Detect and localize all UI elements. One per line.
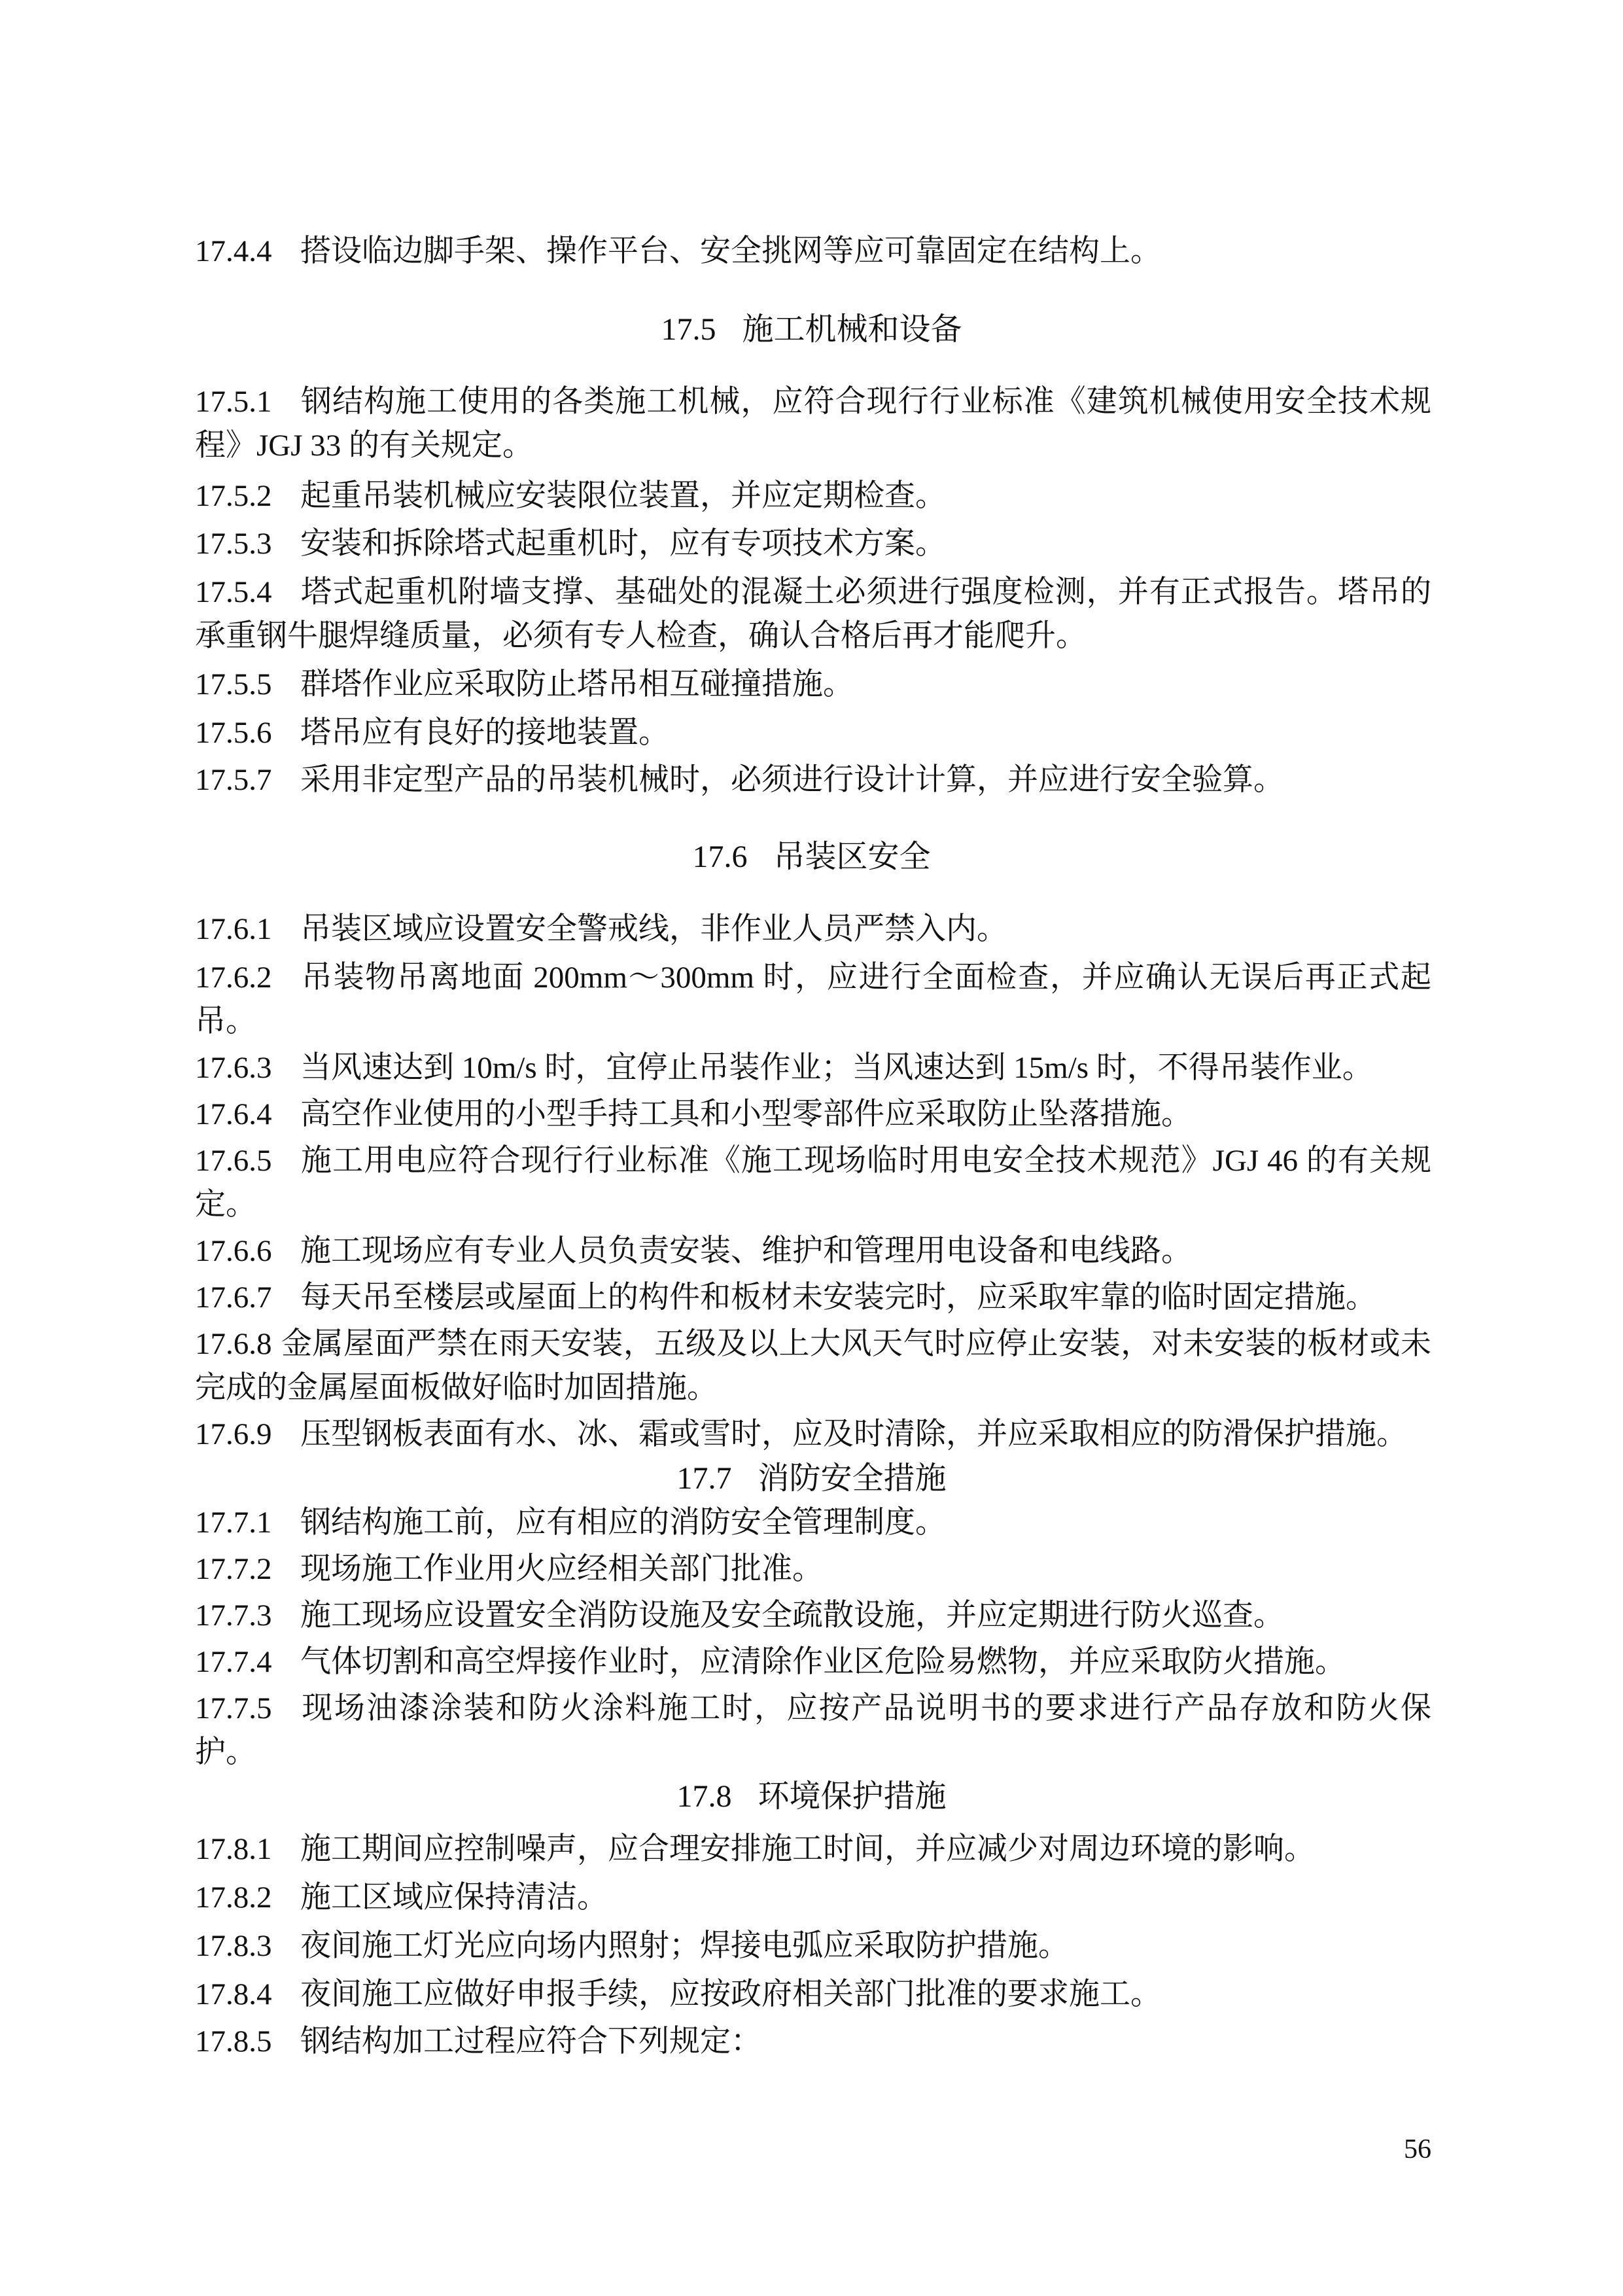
clause-number: 17.6.3 (195, 1051, 272, 1085)
page-number: 56 (1404, 2134, 1431, 2164)
clause-item (195, 1876, 1431, 1920)
clause-text: 金属屋面严禁在雨天安装，五级及以上大风天气时应停止安装，对未安装的板材或未完成的金属屋面板做好临时加固措施。 (195, 1327, 1431, 1405)
clause-number: 17.7.2 (195, 1552, 272, 1586)
clause-item (195, 1229, 1431, 1273)
clause-item (195, 1413, 1431, 1457)
clause-item (195, 758, 1431, 802)
clause-text: 当风速达到 10m/s 时，宜停止吊装作业；当风速达到 15m/s 时，不得吊装作业。 (300, 1051, 1373, 1085)
clause-number: 17.7.3 (195, 1598, 272, 1633)
clause-item (195, 1640, 1431, 1684)
clause-number: 17.7.4 (195, 1645, 272, 1679)
clause-item (195, 956, 1431, 1044)
section-title: 环境保护措施 (758, 1779, 947, 1814)
section-number: 17.5 (661, 312, 716, 347)
clause-text: 采用非定型产品的吊装机械时，必须进行设计计算，并应进行安全验算。 (300, 763, 1284, 797)
clause-number: 17.6.6 (195, 1234, 272, 1268)
clause-number: 17.6.1 (195, 912, 272, 946)
clause-number: 17.6.9 (195, 1417, 272, 1451)
clause-item (195, 522, 1431, 566)
clause-number: 17.8.5 (195, 2024, 272, 2058)
clause-text: 现场施工作业用火应经相关部门批准。 (300, 1552, 823, 1586)
clause-number: 17.5.5 (195, 667, 272, 701)
section-title: 消防安全措施 (758, 1461, 947, 1496)
section-number: 17.8 (676, 1779, 732, 1814)
clause-number: 17.4.4 (195, 234, 272, 268)
clause-number: 17.5.7 (195, 763, 272, 797)
clause-item (195, 1093, 1431, 1137)
clause-text: 压型钢板表面有水、冰、霜或雪时，应及时清除，并应采取相应的防滑保护措施。 (300, 1417, 1407, 1451)
clause-number: 17.5.6 (195, 716, 272, 750)
clause-item (195, 1828, 1431, 1871)
clause-text: 每天吊至楼层或屋面上的构件和板材未安装完时，应采取牢靠的临时固定措施。 (300, 1280, 1376, 1315)
clause-item (195, 230, 1431, 274)
clause-item (195, 1139, 1431, 1227)
clause-number: 17.5.4 (195, 575, 272, 609)
clause-item (195, 1046, 1431, 1090)
clause-text: 施工现场应有专业人员负责安装、维护和管理用电设备和电线路。 (300, 1234, 1192, 1268)
section-heading (0, 838, 1623, 877)
section-heading (0, 1777, 1623, 1816)
clause-text: 起重吊装机械应安装限位装置，并应定期检查。 (300, 479, 946, 513)
clause-number: 17.5.1 (195, 385, 272, 419)
clause-item (195, 380, 1431, 468)
clause-item (195, 1687, 1431, 1775)
clause-item (195, 1276, 1431, 1320)
clause-text: 吊装物吊离地面 200mm～300mm 时，应进行全面检查，并应确认无误后再正式起吊。 (195, 961, 1431, 1038)
section-number: 17.7 (676, 1461, 732, 1496)
clause-text: 塔式起重机附墙支撑、基础处的混凝土必须进行强度检测，并有正式报告。塔吊的承重钢牛腿焊缝质量，必须有专人检查，确认合格后再才能爬升。 (195, 575, 1431, 653)
clause-item (195, 474, 1431, 518)
clause-text: 塔吊应有良好的接地装置。 (300, 716, 669, 750)
clause-text: 吊装区域应设置安全警戒线，非作业人员严禁入内。 (300, 912, 1007, 946)
clause-item (195, 1594, 1431, 1638)
section-number: 17.6 (692, 839, 748, 874)
clause-item (195, 1973, 1431, 2017)
clause-text: 搭设临边脚手架、操作平台、安全挑网等应可靠固定在结构上。 (300, 234, 1161, 268)
clause-item (195, 1924, 1431, 1968)
clause-text: 钢结构加工过程应符合下列规定： (300, 2024, 761, 2058)
clause-item (195, 571, 1431, 658)
clause-text: 施工现场应设置安全消防设施及安全疏散设施，并应定期进行防火巡查。 (300, 1598, 1284, 1633)
clause-number: 17.8.1 (195, 1832, 272, 1866)
clause-text: 施工期间应控制噪声，应合理安排施工时间，并应减少对周边环境的影响。 (300, 1832, 1315, 1866)
clause-number: 17.8.2 (195, 1881, 272, 1915)
clause-text: 现场油漆涂装和防火涂料施工时，应按产品说明书的要求进行产品存放和防火保护。 (195, 1691, 1431, 1769)
clause-item (195, 1322, 1431, 1410)
clause-number: 17.6.4 (195, 1097, 272, 1131)
clause-item (195, 2020, 1431, 2064)
clause-text: 夜间施工应做好申报手续，应按政府相关部门批准的要求施工。 (300, 1977, 1161, 2011)
clause-number: 17.6.8 (195, 1327, 272, 1361)
clause-number: 17.6.5 (195, 1144, 272, 1178)
clause-item (195, 663, 1431, 707)
clause-text: 气体切割和高空焊接作业时，应清除作业区危险易燃物，并应采取防火措施。 (300, 1645, 1346, 1679)
clause-number: 17.7.1 (195, 1506, 272, 1540)
section-heading (0, 1459, 1623, 1498)
clause-item (195, 1501, 1431, 1545)
clause-number: 17.8.4 (195, 1977, 272, 2011)
clause-number: 17.5.3 (195, 527, 272, 561)
clause-number: 17.8.3 (195, 1929, 272, 1963)
clause-item (195, 1547, 1431, 1591)
clause-text: 夜间施工灯光应向场内照射；焊接电弧应采取防护措施。 (300, 1929, 1069, 1963)
clause-text: 群塔作业应采取防止塔吊相互碰撞措施。 (300, 667, 854, 701)
clause-text: 钢结构施工前，应有相应的消防安全管理制度。 (300, 1506, 946, 1540)
clause-text: 安装和拆除塔式起重机时，应有专项技术方案。 (300, 527, 946, 561)
clause-item (195, 908, 1431, 951)
clause-text: 施工区域应保持清洁。 (300, 1881, 608, 1915)
clause-number: 17.6.2 (195, 961, 272, 995)
section-title: 吊装区安全 (773, 839, 931, 874)
clause-number: 17.7.5 (195, 1691, 272, 1725)
clause-item (195, 711, 1431, 755)
section-title: 施工机械和设备 (742, 312, 962, 347)
clause-number: 17.5.2 (195, 479, 272, 513)
clause-text: 施工用电应符合现行行业标准《施工现场临时用电安全技术规范》JGJ 46 的有关规定。 (195, 1144, 1431, 1222)
clause-text: 高空作业使用的小型手持工具和小型零部件应采取防止坠落措施。 (300, 1097, 1192, 1131)
clause-text: 钢结构施工使用的各类施工机械，应符合现行行业标准《建筑机械使用安全技术规程》JGJ 33 的有关规定。 (195, 385, 1431, 463)
clause-number: 17.6.7 (195, 1280, 272, 1315)
section-heading (0, 310, 1623, 349)
